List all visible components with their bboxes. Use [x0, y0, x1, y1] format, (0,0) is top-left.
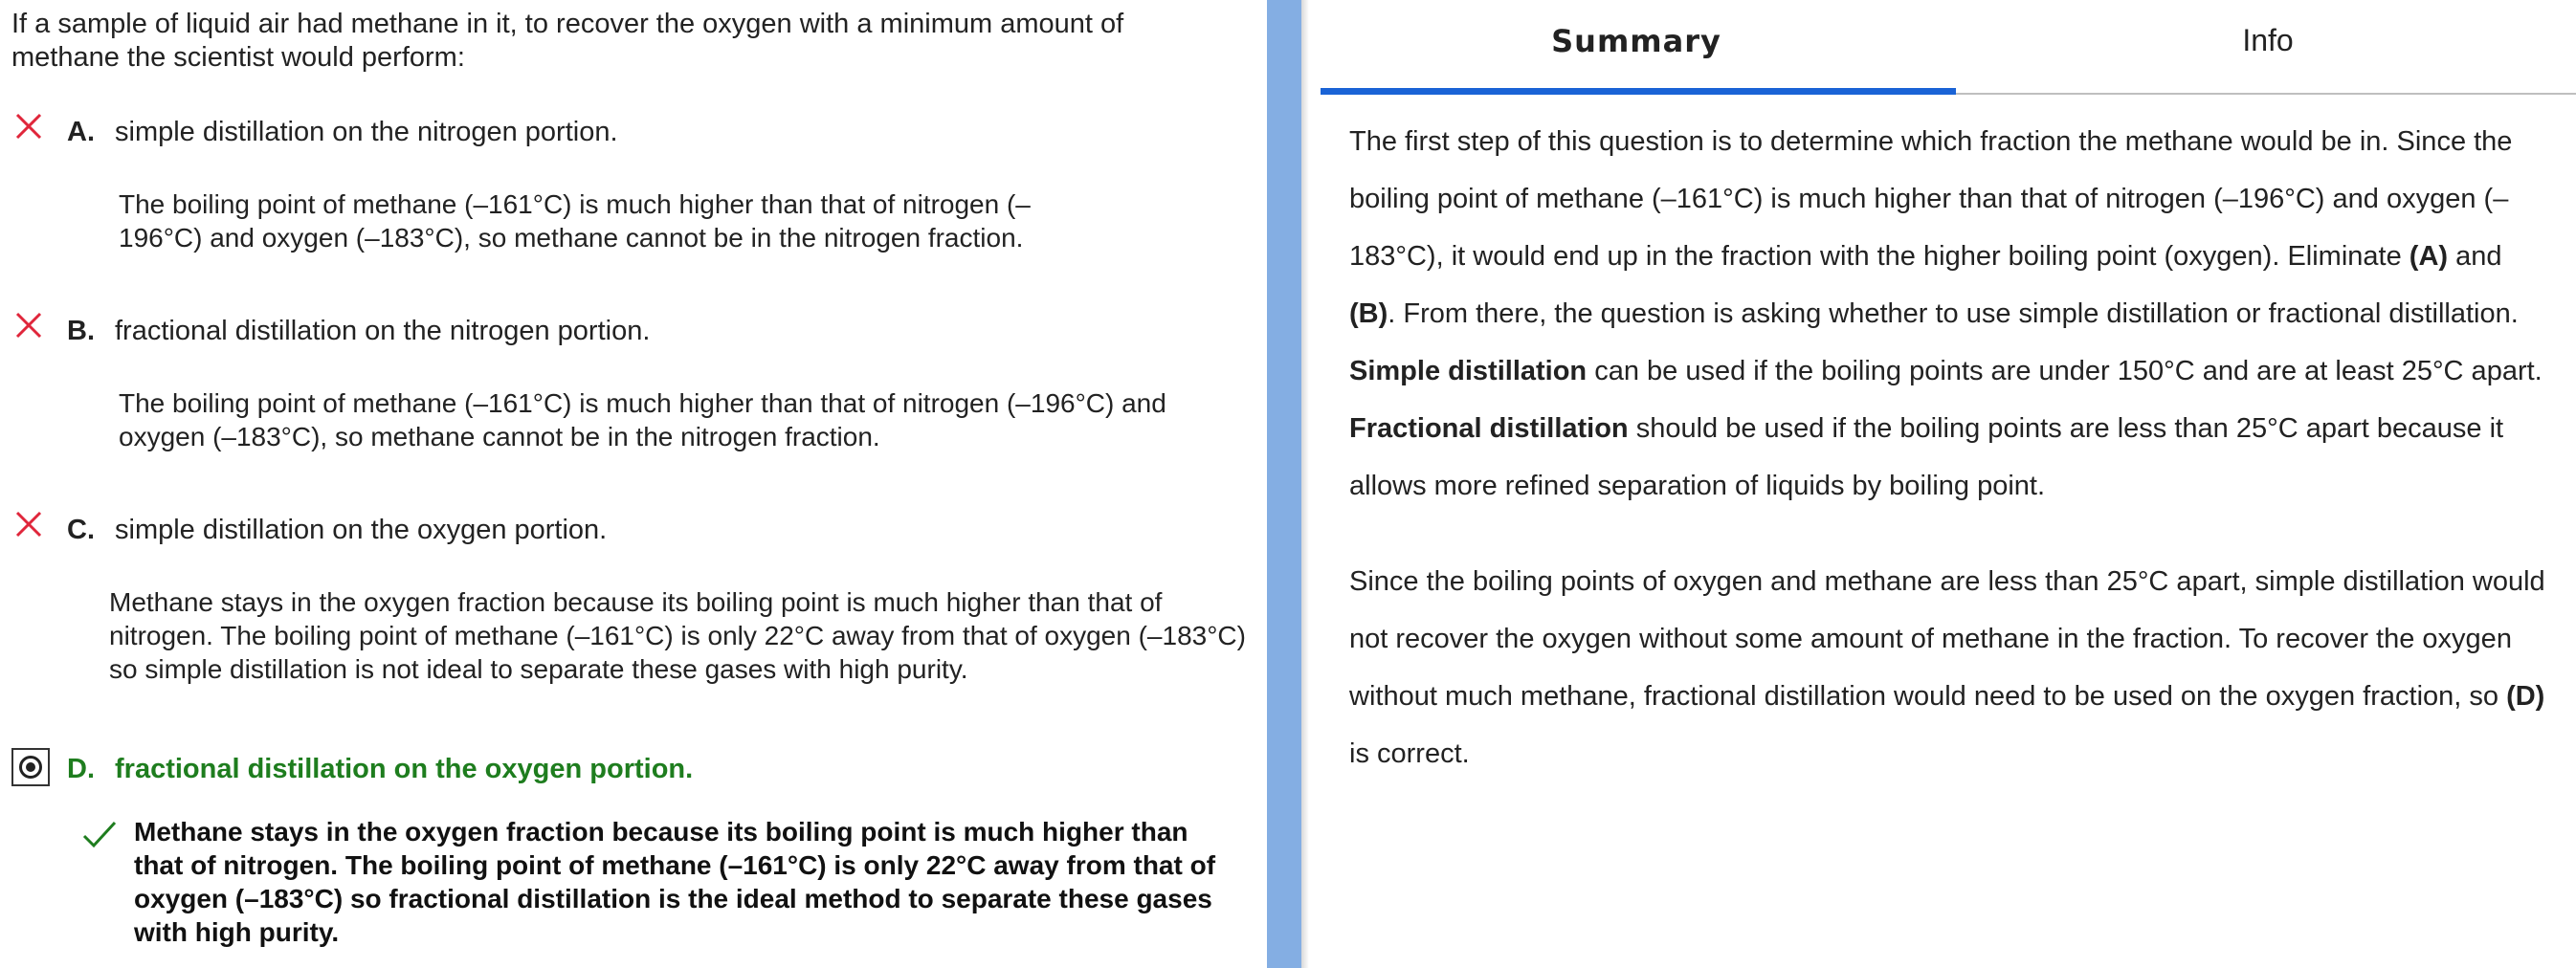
option-text: simple distillation on the oxygen portion.: [115, 515, 608, 545]
explanation-pane: [1321, 0, 2576, 968]
summary-paragraph-2: Since the boiling points of oxygen and methane are less than 25°C apart, simple distillation would not recover the oxygen without some amount of methane in the fraction. To recover the oxygen without much methane, fractional distillation would need to be used on the oxygen fraction, so (D) is correct.: [1349, 566, 2545, 769]
active-tab-indicator: [1321, 88, 1956, 95]
option-a-explanation: The boiling point of methane (–161°C) is much higher than that of nitrogen (– 196°C) and oxygen (–183°C), so methane cannot be in the nitrogen fraction.: [119, 189, 1031, 253]
option-d-explanation: Methane stays in the oxygen fraction because its boiling point is much higher than that of nitrogen. The boiling point of methane (–161°C) is only 22°C away from that of oxygen (–183°C) so fractional distillation is the ideal method to separate these gases with high purity.: [134, 817, 1216, 947]
summary-content: [1349, 113, 2555, 821]
option-text: simple distillation on the nitrogen portion.: [115, 117, 618, 147]
radio-selected-icon[interactable]: [11, 748, 50, 786]
tab-info[interactable]: Info: [2242, 23, 2294, 57]
splitter-shadow: [1301, 0, 1309, 968]
x-icon: [13, 111, 44, 142]
x-icon: [13, 310, 44, 341]
option-letter: D.: [67, 754, 95, 784]
summary-paragraph-1: The first step of this question is to determine which fraction the methane would be in. Since the boiling point of methane (–161°C) is much higher than that of nitrogen (–196°C) and oxygen (– 183°C), it would end up in the fraction with the higher boiling point (oxygen). Eliminate (A) and (B). From there, the question is asking whether to use simple distillation or fractional distillation. Simple distillation can be used if the boiling points are under 150°C and are at least 25°C apart. Fractional distillation should be used if the boiling points are less than 25°C apart because it allows more refined separation of liquids by boiling point.: [1349, 126, 2543, 501]
option-c-explanation: Methane stays in the oxygen fraction because its boiling point is much higher than that of nitrogen. The boiling point of methane (–161°C) is only 22°C away from that of oxygen (–183°C) so simple distillation is not ideal to separate these gases with high purity.: [109, 587, 1246, 684]
option-letter: C.: [67, 515, 95, 545]
option-b-explanation: The boiling point of methane (–161°C) is much higher than that of nitrogen (–196°C) and oxygen (–183°C), so methane cannot be in the nitrogen fraction.: [119, 388, 1166, 451]
checkmark-icon: [80, 817, 119, 851]
tab-summary[interactable]: Summary: [1551, 23, 1721, 59]
question-pane: [0, 0, 1267, 968]
option-text: fractional distillation on the oxygen portion.: [115, 754, 694, 784]
tab-bar: [1321, 0, 2576, 96]
option-letter: B.: [67, 316, 95, 346]
option-letter: A.: [67, 117, 95, 147]
x-icon: [13, 509, 44, 539]
pane-splitter[interactable]: [1267, 0, 1301, 968]
option-text: fractional distillation on the nitrogen portion.: [115, 316, 651, 346]
question-stem: If a sample of liquid air had methane in it, to recover the oxygen with a minimum amount of methane the scientist would perform:: [11, 9, 1124, 73]
